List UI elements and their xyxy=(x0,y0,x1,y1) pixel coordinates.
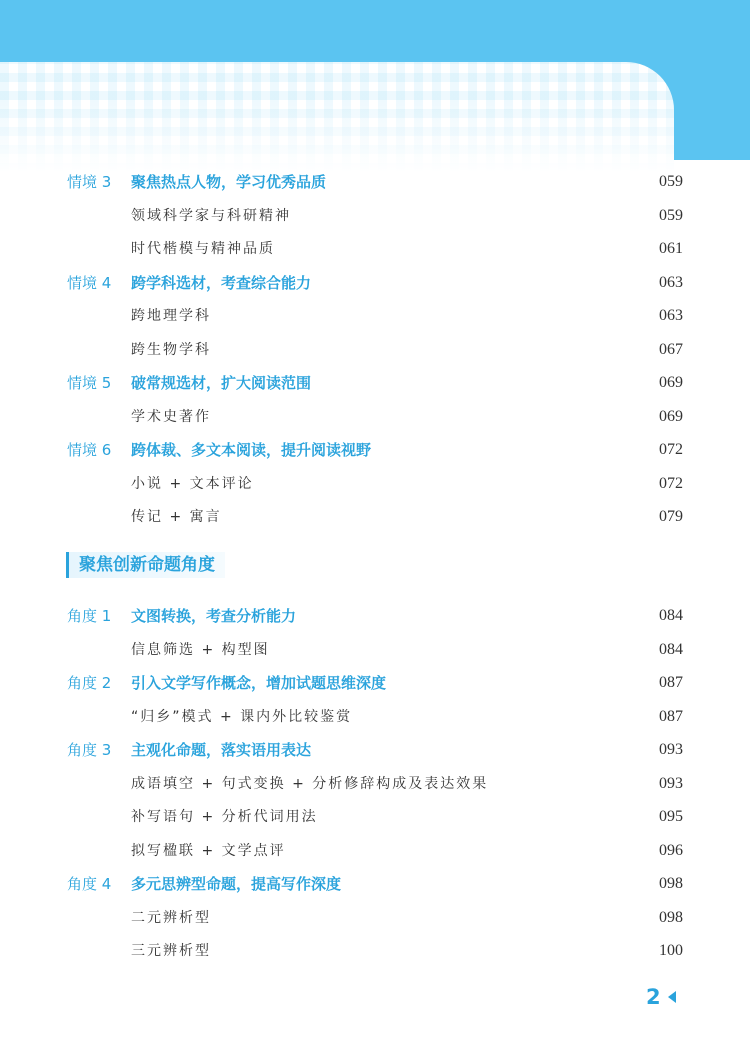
toc-subentry-title: 信息筛选 + 构型图 xyxy=(131,641,270,658)
toc-page-number: 059 xyxy=(659,206,683,224)
toc-page-number: 063 xyxy=(659,307,683,324)
toc-subentry-title: 小说 + 文本评论 xyxy=(131,475,254,492)
toc-subentry-title: 补写语句 + 分析代词用法 xyxy=(131,809,318,825)
toc-entry[interactable] xyxy=(0,435,750,465)
toc-subentry-title: 二元辨析型 xyxy=(131,909,211,926)
page-number: 2 xyxy=(646,985,661,1009)
toc-page-number: 069 xyxy=(659,407,683,425)
toc-subentry[interactable] xyxy=(0,335,750,365)
toc-page-number: 087 xyxy=(659,674,683,691)
toc-subentry[interactable] xyxy=(0,635,750,665)
toc-page-number: 069 xyxy=(659,374,683,391)
toc-entry-title: 聚焦热点人物，学习优秀品质 xyxy=(131,173,327,191)
toc-page-number: 098 xyxy=(659,875,683,892)
toc-subentry-title: 跨生物学科 xyxy=(131,341,211,358)
toc-subentry-title: 跨地理学科 xyxy=(131,308,211,324)
toc-page-number: 084 xyxy=(659,607,683,624)
toc-page-number: 059 xyxy=(659,173,683,190)
toc-subentry[interactable] xyxy=(0,201,750,231)
toc-page-number: 079 xyxy=(659,508,683,525)
toc-subentry[interactable] xyxy=(0,234,750,264)
toc-entry-title: 跨体裁、多文本阅读，提升阅读视野 xyxy=(131,441,372,459)
toc-entry-label: 角度 3 xyxy=(67,741,112,759)
page-arrow-icon xyxy=(668,991,676,1003)
toc-entry-label: 情境 6 xyxy=(67,441,112,459)
toc-subentry-title: 传记 + 寓言 xyxy=(131,509,222,525)
toc-subentry-title: 三元辨析型 xyxy=(131,943,211,959)
toc-entry-title: 引入文学写作概念，增加试题思维深度 xyxy=(131,674,387,692)
toc-page-number: 098 xyxy=(659,908,683,926)
toc-subentry-title: 学术史著作 xyxy=(131,408,211,425)
toc-subentry[interactable] xyxy=(0,469,750,499)
toc-subentry-title: 领域科学家与科研精神 xyxy=(131,207,291,224)
toc-subentry[interactable] xyxy=(0,502,750,532)
toc-subentry[interactable] xyxy=(0,769,750,799)
toc-page-number: 084 xyxy=(659,640,683,658)
toc-entry-title: 破常规选材，扩大阅读范围 xyxy=(131,374,312,392)
toc-entry-title: 多元思辨型命题，提高写作深度 xyxy=(131,875,342,893)
toc-subentry-title: “归乡”模式 + 课内外比较鉴赏 xyxy=(131,708,353,725)
toc-page-number: 072 xyxy=(659,441,683,458)
toc-page-number: 067 xyxy=(659,340,683,358)
toc-entry-title: 跨学科选材，考查综合能力 xyxy=(131,273,312,292)
toc-subentry-title: 成语填空 + 句式变换 + 分析修辞构成及表达效果 xyxy=(131,775,489,792)
toc-entry-title: 文图转换，考查分析能力 xyxy=(131,607,297,625)
toc-entry[interactable] xyxy=(0,167,750,197)
header-fade xyxy=(0,100,674,172)
toc-page-number: 093 xyxy=(659,741,683,758)
toc-page-number: 087 xyxy=(659,707,683,725)
toc-subentry[interactable] xyxy=(0,936,750,966)
toc-entry-label: 情境 4 xyxy=(67,273,112,292)
toc-entry[interactable] xyxy=(0,668,750,698)
section-heading: 聚焦创新命题角度 xyxy=(66,552,225,578)
toc-entry-label: 角度 4 xyxy=(67,875,112,893)
toc-page-number: 096 xyxy=(659,841,683,859)
toc-entry[interactable] xyxy=(0,601,750,631)
toc-entry[interactable] xyxy=(0,268,750,298)
toc-entry-label: 情境 3 xyxy=(67,173,112,191)
toc-subentry[interactable] xyxy=(0,836,750,866)
toc-entry-label: 角度 1 xyxy=(67,607,112,625)
toc-page-number: 093 xyxy=(659,774,683,792)
toc-subentry[interactable] xyxy=(0,903,750,933)
toc-entry-label: 角度 2 xyxy=(67,674,112,692)
toc-subentry[interactable] xyxy=(0,802,750,832)
toc-entry-title: 主观化命题，落实语用表达 xyxy=(131,741,312,759)
toc-entry[interactable] xyxy=(0,735,750,765)
toc-subentry-title: 拟写楹联 + 文学点评 xyxy=(131,842,286,859)
toc-entry-label: 情境 5 xyxy=(67,374,112,392)
toc-entry[interactable] xyxy=(0,368,750,398)
toc-page-number: 072 xyxy=(659,474,683,492)
toc-subentry[interactable] xyxy=(0,301,750,331)
toc-page-number: 061 xyxy=(659,240,683,257)
toc-page-number: 063 xyxy=(659,273,683,291)
toc-page-number: 095 xyxy=(659,808,683,825)
toc-page-number: 100 xyxy=(659,942,683,959)
toc-subentry[interactable] xyxy=(0,402,750,432)
toc-subentry-title: 时代楷模与精神品质 xyxy=(131,241,275,257)
toc-entry[interactable] xyxy=(0,869,750,899)
toc-subentry[interactable] xyxy=(0,702,750,732)
